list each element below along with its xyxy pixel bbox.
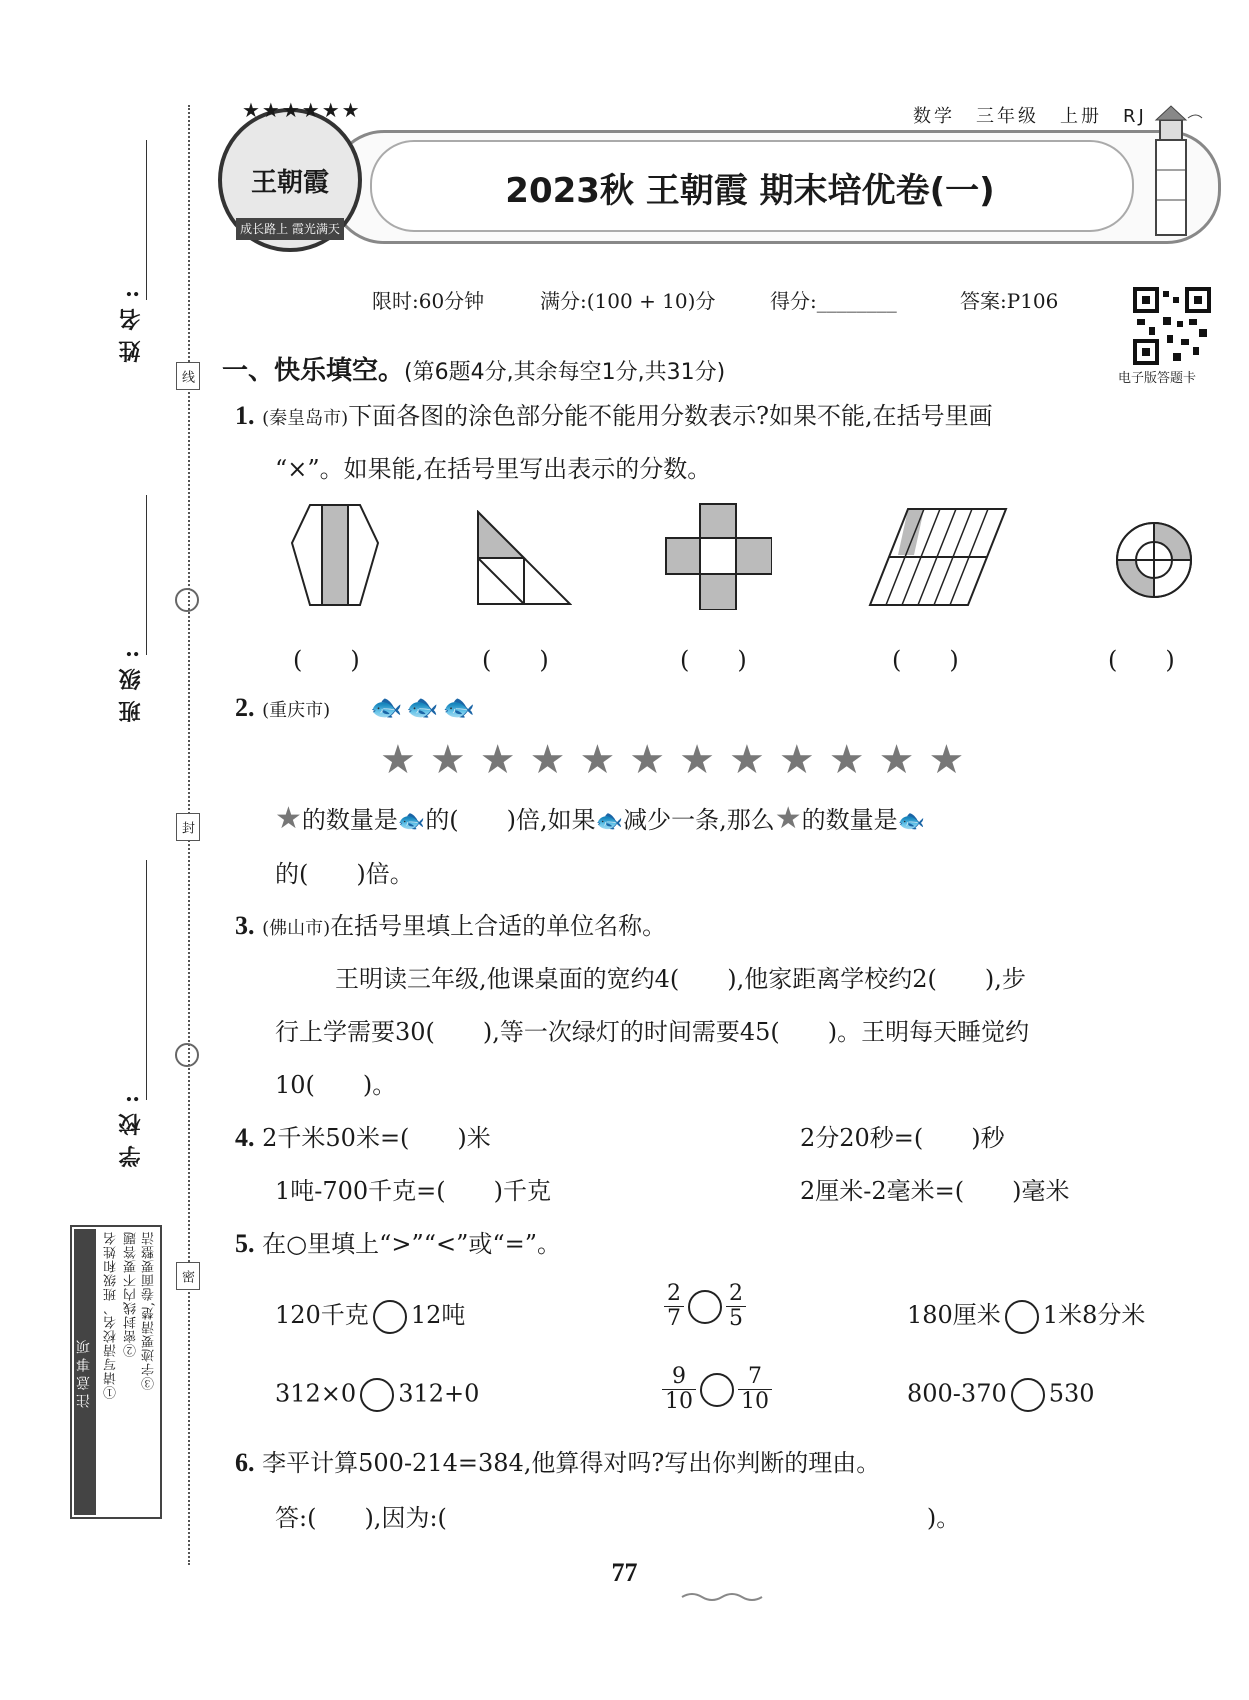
section-points: (第6题4分,其余每空1分,共31分)	[404, 360, 726, 385]
subject-label: 数学 三年级 上册 RJ	[913, 106, 1147, 127]
cross-figure	[664, 502, 772, 610]
starfish-icon: ★	[429, 737, 480, 783]
school-field[interactable]	[146, 860, 147, 1100]
answer-blank[interactable]: ( )	[1108, 646, 1175, 674]
question-number: 2.	[235, 693, 255, 722]
starfish-icon: ★	[479, 737, 530, 783]
question-2-line2: 的( )倍。	[275, 860, 414, 888]
q2-text-d: 的数量是	[801, 806, 898, 834]
fish-icon: 🐟	[442, 693, 480, 723]
compare-right: 12吨	[410, 1301, 466, 1329]
compare-circle[interactable]	[688, 1290, 722, 1324]
school-label: 学校:	[118, 1085, 144, 1168]
page-title: 2023秋 王朝霞 期末培优卷(一)	[505, 171, 995, 211]
star-row	[380, 737, 978, 783]
question-6-answer[interactable]: 答:( ),因为:( )。	[275, 1504, 961, 1532]
section-title	[222, 350, 725, 387]
numerator: 9	[662, 1365, 696, 1390]
question-number: 4.	[235, 1123, 255, 1152]
question-text: 在○里填上“>”“<”或“=”。	[262, 1230, 562, 1258]
numerator: 7	[738, 1365, 772, 1390]
fish-icon: 🐟	[397, 809, 426, 834]
fraction	[664, 1282, 684, 1331]
question-source: (秦皇岛市)	[262, 408, 349, 429]
logo-slogan: 成长路上 霞光满天	[236, 218, 344, 240]
compare-item	[275, 1378, 479, 1412]
compare-circle[interactable]	[700, 1373, 734, 1407]
compare-item	[662, 1365, 772, 1414]
fish-icon: 🐟	[370, 693, 407, 723]
fish-icon: 🐟	[595, 809, 624, 834]
decor-swirl-icon	[175, 1043, 199, 1067]
starfish-icon: ★	[878, 737, 929, 783]
note-item: ①请写清校名、班级和姓名	[104, 1231, 119, 1399]
q4-item-c: 1吨-700千克=( )千克	[275, 1177, 552, 1205]
note-item: ②密封线内不要答题	[124, 1231, 139, 1357]
denominator: 7	[667, 1306, 681, 1331]
class-label: 班级:	[118, 640, 144, 723]
compare-item	[907, 1295, 1145, 1334]
question-number: 5.	[235, 1229, 255, 1258]
qr-caption: 电子版答题卡	[1118, 371, 1197, 386]
wave-decoration-icon	[680, 1590, 770, 1604]
fish-row	[370, 693, 479, 723]
starfish-icon: ★	[380, 737, 430, 783]
question-3-line3: 10( )。	[275, 1071, 397, 1099]
page-number: 77	[611, 1558, 638, 1587]
name-label: 姓名:	[118, 280, 144, 363]
q4-item-a: 2千米50米=( )米	[262, 1124, 491, 1152]
compare-left: 800-370	[907, 1379, 1007, 1408]
notes-title: 注意事项	[74, 1229, 96, 1515]
compare-right: 1米8分米	[1042, 1301, 1146, 1329]
compare-item	[907, 1378, 1095, 1412]
question-text: 下面各图的涂色部分能不能用分数表示?如果不能,在括号里画	[348, 402, 993, 430]
score-field[interactable]: 得分:________	[770, 289, 897, 313]
question-3-line2: 行上学需要30( ),等一次绿灯的时间需要45( )。王明每天睡觉约	[275, 1018, 1030, 1046]
compare-circle[interactable]	[360, 1378, 394, 1412]
q2-text-b: 的( )倍,如果	[425, 806, 596, 834]
q4-item-b: 2分20秒=( )秒	[800, 1124, 1005, 1152]
numerator: 2	[664, 1282, 684, 1307]
circle-figure	[1114, 520, 1194, 600]
question-3	[235, 910, 666, 945]
fraction	[738, 1365, 772, 1414]
starfish-icon: ★	[729, 737, 779, 783]
question-5	[235, 1228, 561, 1260]
question-3-line1: 王明读三年级,他课桌面的宽约4( ),他家距离学校约2( ),步	[335, 965, 1026, 993]
starfish-icon: ★	[529, 737, 580, 783]
compare-right: 530	[1048, 1379, 1095, 1408]
compare-item	[664, 1282, 746, 1331]
question-source: (佛山市)	[262, 918, 331, 939]
triangle-figure	[476, 510, 572, 606]
q2-text-a: 的数量是	[301, 806, 398, 834]
compare-left: 180厘米	[907, 1301, 1001, 1329]
answer-blank[interactable]: ( )	[892, 646, 959, 674]
question-1	[235, 400, 993, 435]
question-1-line2: “×”。如果能,在括号里写出表示的分数。	[275, 455, 712, 483]
question-source: (重庆市)	[262, 700, 331, 721]
question-2-line1	[275, 803, 925, 838]
starfish-icon: ★	[928, 737, 979, 783]
logo	[218, 98, 362, 252]
starfish-icon: ★	[579, 737, 630, 783]
section-title-text: 一、快乐填空。	[222, 356, 405, 386]
fraction	[662, 1365, 696, 1414]
name-field[interactable]	[146, 140, 147, 300]
question-number: 3.	[235, 911, 255, 940]
fish-icon: 🐟	[897, 809, 926, 834]
answer-blank[interactable]: ( )	[680, 646, 747, 674]
answer-blank[interactable]: ( )	[482, 646, 549, 674]
compare-circle[interactable]	[373, 1300, 407, 1334]
note-item: ③字迹要清楚,卷面要整洁	[142, 1231, 157, 1391]
fish-icon: 🐟	[406, 693, 443, 723]
time-limit: 限时:60分钟	[372, 289, 485, 313]
starfish-icon: ★	[679, 737, 730, 783]
qr-code-icon[interactable]	[1133, 287, 1211, 365]
q4-item-d: 2厘米-2毫米=( )毫米	[800, 1177, 1070, 1205]
compare-item	[275, 1295, 465, 1334]
question-number: 6.	[235, 1448, 255, 1477]
cut-mark-feng: 封	[176, 813, 200, 841]
q2-text-c: 减少一条,那么	[623, 806, 775, 834]
denominator: 10	[665, 1389, 693, 1414]
hexagon-figure	[290, 503, 380, 607]
question-text: 李平计算500-214=384,他算得对吗?写出你判断的理由。	[262, 1449, 881, 1477]
starfish-icon: ★	[828, 737, 879, 783]
logo-name: 王朝霞	[250, 168, 329, 198]
answer-page: 答案:P106	[960, 289, 1059, 313]
denominator: 5	[729, 1306, 743, 1331]
lighthouse-icon	[1130, 100, 1210, 240]
question-text: 在括号里填上合适的单位名称。	[330, 912, 667, 940]
answer-blank[interactable]: ( )	[293, 646, 360, 674]
parallelogram-figure	[868, 507, 1008, 607]
notes-box	[70, 1225, 162, 1519]
compare-circle[interactable]	[1011, 1378, 1045, 1412]
stars-icon: ★★★★★★	[242, 98, 362, 122]
question-2	[235, 692, 330, 727]
denominator: 10	[741, 1389, 769, 1414]
starfish-icon: ★	[275, 801, 302, 836]
question-4	[235, 1122, 491, 1154]
cut-mark-mi: 密	[176, 1262, 200, 1290]
compare-circle[interactable]	[1005, 1300, 1039, 1334]
starfish-icon: ★	[774, 801, 802, 836]
decor-swirl-icon	[175, 588, 199, 612]
compare-right: 312+0	[398, 1379, 480, 1408]
starfish-icon: ★	[629, 737, 680, 783]
fraction	[726, 1282, 746, 1331]
class-field[interactable]	[146, 495, 147, 655]
compare-left: 120千克	[275, 1301, 369, 1329]
question-6	[235, 1447, 880, 1479]
cut-mark-xian: 线	[176, 362, 200, 390]
compare-left: 312×0	[275, 1379, 357, 1408]
question-number: 1.	[235, 401, 255, 430]
full-score: 满分:(100 + 10)分	[540, 289, 716, 313]
numerator: 2	[726, 1282, 746, 1307]
starfish-icon: ★	[778, 737, 829, 783]
